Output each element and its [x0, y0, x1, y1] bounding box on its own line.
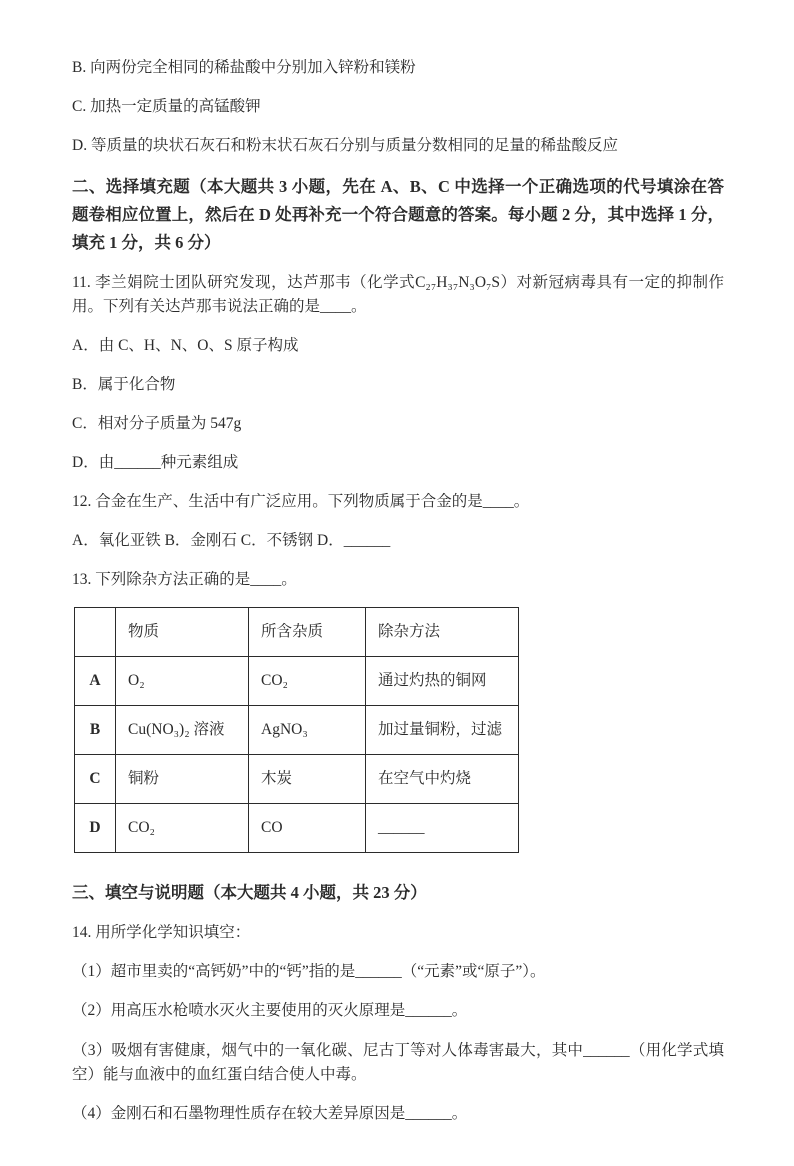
table-header-method: 除杂方法: [366, 608, 519, 657]
question-12-options: A．氧化亚铁 B．金刚石 C．不锈钢 D．______: [72, 532, 391, 550]
table-header-row: [75, 608, 519, 657]
question-14-item-1: （1）超市里卖的“高钙奶”中的“钙”指的是______（“元素”或“原子”）。: [72, 963, 546, 981]
table-cell-method: 加过量铜粉，过滤: [366, 706, 519, 755]
section-two-heading: 二、选择填充题（本大题共 3 小题，先在 A、B、C 中选择一个正确选项的代号填涂在答题卷相应位置上，然后在 D 处再补充一个符合题意的答案。每小题 2 分，其中选择 1 分，填充 1 分，共 6 分）: [72, 177, 724, 253]
table-cell-substance: Cu(NO₃)₂ 溶液: [116, 706, 249, 755]
table-row: [75, 755, 519, 804]
table-cell-impurity: AgNO₃: [249, 706, 366, 755]
option-line-c: C. 加热一定质量的高锰酸钾: [72, 98, 261, 116]
question-14-item-2: （2）用高压水枪喷水灭火主要使用的灭火原理是______。: [72, 1002, 468, 1020]
question-14-stem: 14. 用所学化学知识填空：: [72, 924, 251, 942]
table-row-label: C: [75, 755, 116, 804]
impurity-removal-table: [74, 607, 519, 853]
table-cell-substance: O₂: [116, 657, 249, 706]
question-14-item-4: （4）金刚石和石墨物理性质存在较大差异原因是______。: [72, 1104, 468, 1122]
table-header-substance: 物质: [116, 608, 249, 657]
table-row-label: D: [75, 804, 116, 853]
table-header-corner: [75, 608, 116, 657]
table-cell-method: 通过灼热的铜网: [366, 657, 519, 706]
table-row-label: B: [75, 706, 116, 755]
table-cell-impurity: CO: [249, 804, 366, 853]
section-three-heading: 三、填空与说明题（本大题共 4 小题，共 23 分）: [72, 883, 427, 903]
question-11-option-a: A．由 C、H、N、O、S 原子构成: [72, 337, 299, 355]
table-row-label: A: [75, 657, 116, 706]
option-line-b: B. 向两份完全相同的稀盐酸中分别加入锌粉和镁粉: [72, 59, 416, 76]
question-11-option-b: B．属于化合物: [72, 376, 176, 394]
table-cell-impurity: CO₂: [249, 657, 366, 706]
table-cell-substance: 铜粉: [116, 755, 249, 804]
question-11-option-d: D．由______种元素组成: [72, 454, 239, 472]
table-cell-substance: CO₂: [116, 804, 249, 853]
question-14-item-3: （3）吸烟有害健康，烟气中的一氧化碳、尼古丁等对人体毒害最大，其中______（用化学式填空）能与血液中的血红蛋白结合使人中毒。: [72, 1041, 724, 1083]
table-row: [75, 804, 519, 853]
table-row: [75, 657, 519, 706]
table-cell-method: ______: [366, 804, 519, 853]
option-line-d: D. 等质量的块状石灰石和粉末状石灰石分别与质量分数相同的足量的稀盐酸反应: [72, 137, 618, 155]
question-11-stem: 11. 李兰娟院士团队研究发现，达芦那韦（化学式C₂₇H₃₇N₃O₇S）对新冠病毒具有一定的抑制作用。下列有关达芦那韦说法正确的是____。: [72, 274, 724, 316]
question-13-stem: 13. 下列除杂方法正确的是____。: [72, 571, 297, 589]
question-12-stem: 12. 合金在生产、生活中有广泛应用。下列物质属于合金的是____。: [72, 493, 530, 511]
table-cell-method: 在空气中灼烧: [366, 755, 519, 804]
question-11-option-c: C．相对分子质量为 547g: [72, 415, 242, 433]
table-cell-impurity: 木炭: [249, 755, 366, 804]
table-header-impurity: 所含杂质: [249, 608, 366, 657]
table-row: [75, 706, 519, 755]
